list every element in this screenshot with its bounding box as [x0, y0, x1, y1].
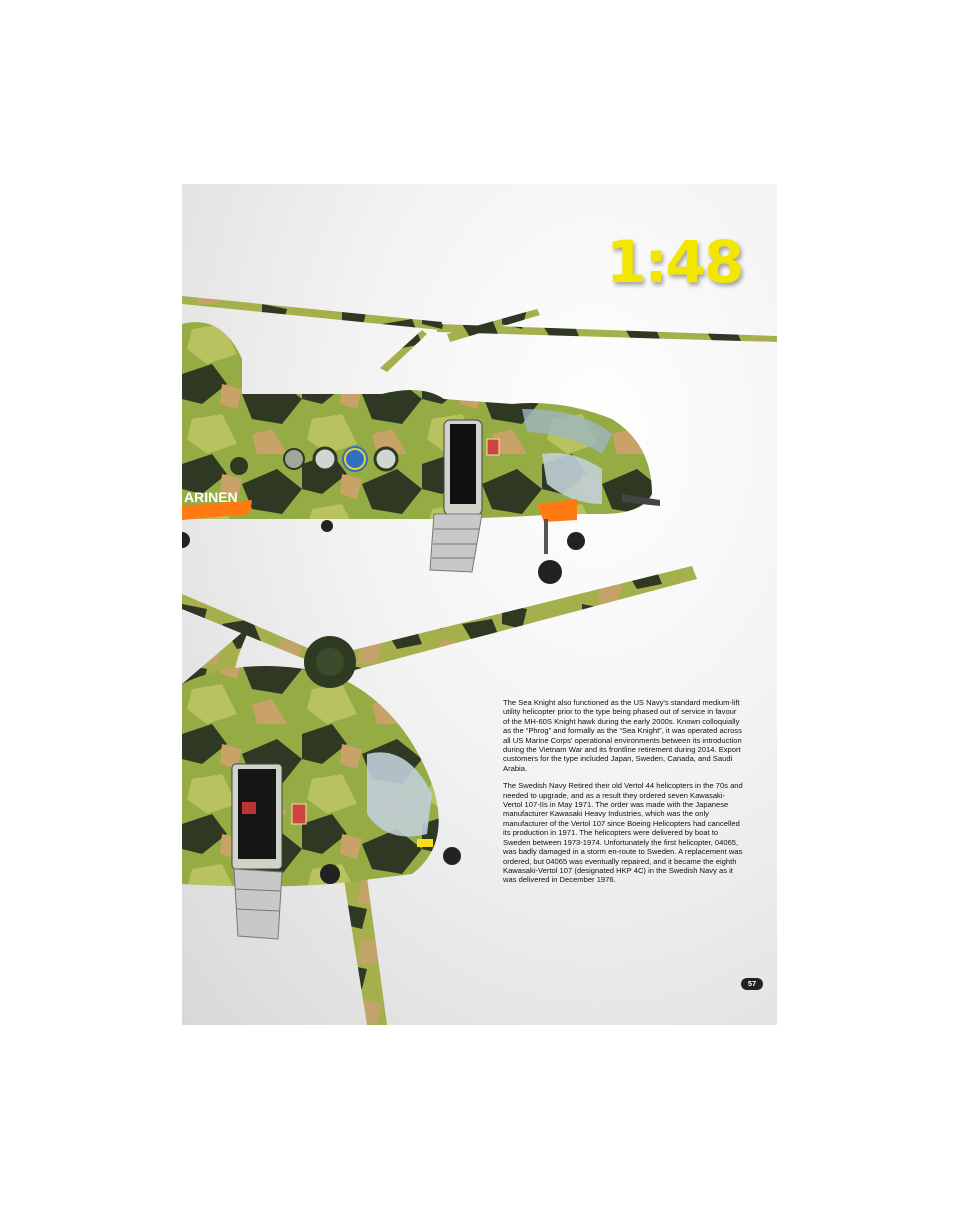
paragraph-1: The Sea Knight also functioned as the US Navy's standard medium-lift utility helicopter prior to the type being phased out of service in favour of the MH-60S Knight hawk during the early 2000s. Known colloquially as the “Phrog” and formally as the “Sea Knight”, it was operated across all US Marine Corps' operational environments between its introduction during the Vietnam War and its frontline retirement during 2014. Export customers for the type included Japan, Sweden, Canada, and Saudi Arabia. [503, 698, 742, 773]
paragraph-2: The Swedish Navy Retired their old Vertol 44 helicopters in the 70s and needed to upgrade, and as a result they ordered seven Kawasaki-Vertol 107-IIs in May 1971. The order was made with the Japanese manufacturer Kawasaki Heavy Industries, which was the only manufacturer of the Vertol 107 since Boeing Helicopters had cancelled its production in 1971. The helicopters were delivered by boat to Sweden between 1973-1974. Unfortunately the first helicopter, 04065, was badly damaged in a storm en-route to Sweden. A replacement was ordered, but 04065 was eventually repaired, and it became the eighth Kawasaki-Vertol 107 (designated HKP 4C) in the Swedish Navy as it was delivered in December 1976. [503, 781, 743, 885]
upper-helicopter [182, 322, 660, 584]
scale-label: 1:48 [606, 228, 743, 296]
rotor-blades-top [182, 296, 777, 372]
helicopter-model-photo [182, 184, 777, 1025]
magazine-page [182, 184, 777, 1025]
page-number: 57 [741, 978, 763, 990]
fuselage-marking: ARINEN [184, 489, 238, 505]
article-text [503, 698, 743, 893]
